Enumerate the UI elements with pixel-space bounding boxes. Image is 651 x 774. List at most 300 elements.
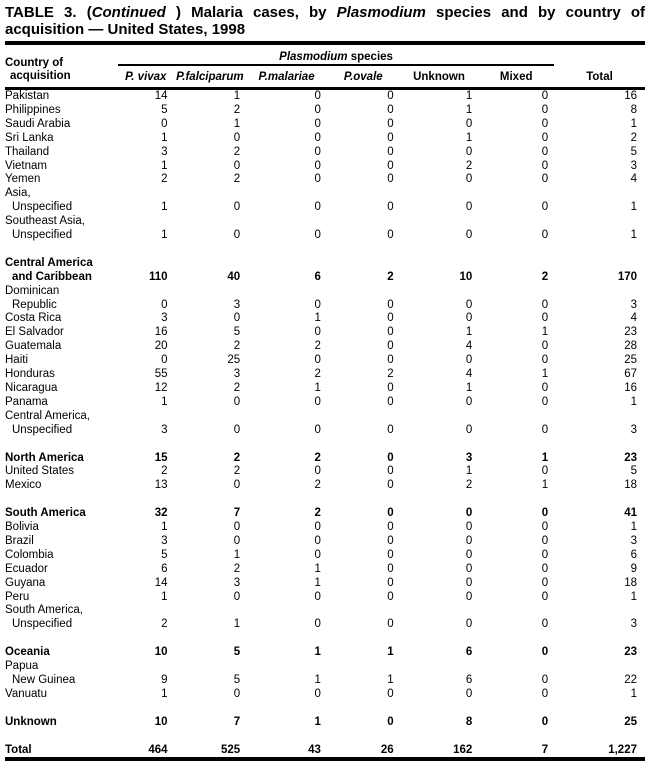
cell-value: 0 [541,312,549,325]
cell-value: 13 [154,479,168,492]
cell-value: 0 [465,590,473,603]
cell-value [174,660,247,674]
cell-value: 3 [630,618,637,631]
cell-value: 23 [624,326,637,339]
cell-value: 0 [387,90,394,102]
cell-value [327,257,400,271]
cell-value: 2 [161,465,168,478]
cell-value: 1 [161,687,168,700]
row-label: Honduras [5,368,55,381]
cell-value: 10 [154,715,168,728]
cell-value [246,604,327,618]
cell-value: 0 [387,326,394,339]
cell-value: 1 [161,201,168,214]
cell-value: 0 [387,117,394,130]
cell-value: 0 [387,312,394,325]
table-row [5,716,645,730]
cell-value: 1,227 [554,744,645,760]
cell-value: 10 [459,270,473,283]
cell-value: 5 [233,646,241,659]
cell-value: 1 [314,312,321,325]
row-label: Thailand [5,145,50,158]
cell-value: 25 [227,354,241,367]
cell-value: 0 [314,395,321,408]
cell-value: 0 [541,521,549,534]
cell-value: 2 [233,451,241,464]
row-label: Nicaragua [5,382,58,395]
cell-value [246,257,327,271]
cell-value: 0 [387,145,394,158]
cell-value [118,410,174,424]
cell-value: 0 [387,715,394,728]
cell-value: 2 [465,479,473,492]
cell-value: 0 [465,562,473,575]
row-label: North America [5,451,84,464]
table-row [5,396,645,410]
cell-value: 2 [387,270,394,283]
cell-value: 3 [161,423,168,436]
table-row [5,604,645,618]
cell-value: 16 [154,326,168,339]
group-header-segment: Plasmodium [279,51,348,63]
cell-value: 1 [541,326,549,339]
cell-value: 4 [630,312,637,325]
table-row [5,744,645,760]
table-row [5,229,645,243]
row-label: Total [5,744,118,760]
cell-value [400,660,479,674]
cell-value: 25 [624,354,637,367]
cell-value: 9 [161,674,168,686]
column-header: P.ovale [327,65,400,89]
row-label: Peru [5,590,30,603]
cell-value: 0 [233,312,241,325]
cell-value: 3 [630,298,637,311]
cell-value: 0 [387,576,394,589]
cell-value: 2 [314,451,321,464]
table-row [5,563,645,577]
cell-value: 0 [387,548,394,561]
stub-header [5,45,118,89]
row-label: Costa Rica [5,312,62,325]
cell-value [400,410,479,424]
cell-value: 2 [233,340,241,353]
row-label: Unspecified [12,618,73,631]
table-title-line2: acquisition — United States, 1998 [5,21,246,38]
table-row [5,201,645,215]
cell-value: 0 [387,173,394,186]
cell-value: 1 [314,646,321,659]
cell-value: 14 [154,90,168,102]
table-row [5,118,645,132]
cell-value: 2 [233,173,241,186]
cell-value: 0 [233,687,241,700]
cell-value: 1 [465,326,473,339]
cell-value: 5 [233,674,241,686]
cell-value: 0 [314,590,321,603]
cell-value: 0 [387,465,394,478]
cell-value: 0 [465,395,473,408]
cell-value: 1 [161,395,168,408]
spacer-cell [5,730,645,744]
cell-value: 0 [314,521,321,534]
cell-value: 1 [465,103,473,116]
cell-value: 0 [387,507,394,520]
table-row [5,507,645,521]
table-row [5,187,645,201]
spacer-cell [5,243,645,257]
cell-value: 1 [314,382,321,395]
cell-value: 16 [624,382,637,395]
spacer-cell [5,632,645,646]
cell-value: 0 [387,201,394,214]
cell-value: 2 [233,382,241,395]
cell-value: 1 [314,715,321,728]
cell-value: 0 [233,395,241,408]
cell-value: 0 [465,354,473,367]
cell-value: 0 [541,507,549,520]
cell-value: 0 [314,326,321,339]
table-row [5,452,645,466]
cell-value: 0 [465,576,473,589]
row-label: Bolivia [5,521,39,534]
cell-value: 0 [465,201,473,214]
table-row [5,215,645,229]
cell-value: 0 [541,90,549,102]
cell-value [118,604,174,618]
cell-value: 2 [314,479,321,492]
cell-value [246,187,327,201]
cell-value: 0 [387,562,394,575]
cell-value: 0 [314,131,321,144]
cell-value: 1 [630,229,637,242]
row-label: Mexico [5,479,42,492]
column-header: P. vivax [118,65,174,89]
cell-value: 0 [387,590,394,603]
cell-value [478,660,554,674]
table-row [5,646,645,660]
cell-value: 0 [314,117,321,130]
row-label: Vanuatu [5,687,47,700]
cell-value [478,257,554,271]
cell-value: 0 [541,354,549,367]
cell-value: 1 [541,451,549,464]
table-row [5,660,645,674]
table-row [5,410,645,424]
table-row [5,577,645,591]
title-segment: Plasmodium [336,4,426,21]
cell-value: 0 [387,298,394,311]
cell-value: 2 [161,173,168,186]
cell-value: 0 [541,674,549,686]
cell-value: 0 [465,687,473,700]
table-row [5,424,645,438]
column-header: Mixed [478,65,554,89]
spacer-cell [5,493,645,507]
column-header: P.falciparum [174,65,247,89]
table-row [5,618,645,632]
table-row [5,479,645,493]
cell-value: 23 [624,451,637,464]
cell-value: 3 [630,423,637,436]
cell-value: 1 [233,117,241,130]
cell-value: 2 [233,562,241,575]
cell-value: 7 [233,507,241,520]
cell-value: 0 [541,534,549,547]
table-row [5,257,645,271]
table-row [5,285,645,299]
cell-value: 0 [541,395,549,408]
cell-value: 0 [541,201,549,214]
cell-value: 525 [174,744,247,760]
cell-value: 2 [233,103,241,116]
cell-value: 0 [387,451,394,464]
cell-value: 0 [387,103,394,116]
cell-value: 12 [154,382,168,395]
cell-value: 0 [387,479,394,492]
cell-value: 40 [227,270,241,283]
row-label: Pakistan [5,90,50,102]
total-spacer [554,45,645,65]
cell-value: 7 [233,715,241,728]
cell-value: 0 [465,173,473,186]
plasmodium-species-spanner [118,45,554,65]
cell-value: 6 [161,562,168,575]
cell-value: 1 [465,465,473,478]
cell-value [554,604,645,618]
cell-value: 43 [246,744,327,760]
cell-value: 32 [154,507,168,520]
cell-value: 1 [161,590,168,603]
cell-value: 0 [541,687,549,700]
cell-value [478,215,554,229]
row-label: Dominican [5,284,60,297]
cell-value: 0 [465,548,473,561]
cell-value [246,410,327,424]
cell-value: 0 [541,590,549,603]
table-row [5,591,645,605]
cell-value: 0 [387,395,394,408]
table-row [5,521,645,535]
cell-value: 0 [465,423,473,436]
cell-value: 28 [624,340,637,353]
cell-value [246,215,327,229]
cell-value: 0 [541,715,549,728]
row-label: Oceania [5,646,50,659]
spacer-cell [5,702,645,716]
table-row [5,382,645,396]
cell-value: 0 [314,354,321,367]
table-row [5,688,645,702]
cell-value: 1 [161,521,168,534]
cell-value: 3 [161,145,168,158]
cell-value: 0 [387,382,394,395]
cell-value: 0 [387,687,394,700]
cell-value: 2 [233,145,241,158]
cell-value: 0 [314,423,321,436]
cell-value: 22 [624,674,637,686]
cell-value: 0 [541,548,549,561]
cell-value: 1 [630,201,637,214]
row-label: Guatemala [5,340,62,353]
cell-value [118,215,174,229]
cell-value [118,257,174,271]
cell-value: 0 [387,131,394,144]
cell-value: 1 [465,382,473,395]
cell-value: 0 [233,534,241,547]
cell-value: 1 [314,576,321,589]
cell-value: 1 [314,562,321,575]
cell-value [554,660,645,674]
cell-value: 0 [233,131,241,144]
cell-value [554,215,645,229]
stub-header-line1: Country of [5,57,64,69]
cell-value: 5 [630,145,637,158]
table-title [5,4,645,38]
cell-value: 1 [630,521,637,534]
row-label: Unknown [5,715,57,728]
row-label: Southeast Asia, [5,215,85,228]
row-label: Asia, [5,187,31,200]
cell-value [327,410,400,424]
cell-value: 1 [161,131,168,144]
cell-value [174,187,247,201]
cell-value: 18 [624,479,637,492]
row-label: Yemen [5,173,41,186]
table-row [5,340,645,354]
cell-value: 6 [630,548,637,561]
cell-value: 2 [161,618,168,631]
cell-value: 2 [541,270,549,283]
row-label: Republic [12,298,57,311]
cell-value [400,187,479,201]
cell-value [174,410,247,424]
cell-value [174,285,247,299]
spacer-cell [5,438,645,452]
table-row [5,549,645,563]
cell-value: 1 [465,90,473,102]
cell-value: 0 [314,687,321,700]
table-row [5,465,645,479]
cell-value: 15 [154,451,168,464]
row-label: Unspecified [12,201,73,214]
cell-value: 41 [624,507,637,520]
table-row [5,146,645,160]
malaria-cases-table [5,45,645,761]
row-label: South America [5,507,86,520]
cell-value: 1 [630,687,637,700]
cell-value: 0 [541,229,549,242]
cell-value: 2 [630,131,637,144]
cell-value: 0 [541,576,549,589]
cell-value: 5 [233,326,241,339]
table-row [5,368,645,382]
cell-value [174,215,247,229]
spacer-row [5,243,645,257]
cell-value: 2 [314,368,321,381]
row-label: Guyana [5,576,46,589]
cell-value [400,257,479,271]
cell-value: 0 [161,117,168,130]
cell-value: 0 [233,229,241,242]
table-row [5,535,645,549]
cell-value: 0 [314,201,321,214]
column-header: Unknown [400,65,479,89]
cell-value: 3 [233,576,241,589]
title-segment: ) Malaria cases, by [165,4,337,21]
cell-value: 8 [465,715,473,728]
cell-value: 3 [465,451,473,464]
table-title-line1 [5,4,645,21]
cell-value: 0 [314,90,321,102]
row-label: Saudi Arabia [5,117,71,130]
cell-value [246,285,327,299]
cell-value: 0 [541,562,549,575]
cell-value [327,187,400,201]
cell-value: 0 [387,229,394,242]
cell-value: 0 [465,312,473,325]
cell-value: 0 [541,340,549,353]
cell-value: 6 [465,674,473,686]
cell-value: 9 [630,562,637,575]
cell-value: 0 [314,229,321,242]
table-row [5,173,645,187]
table-row [5,326,645,340]
cell-value [174,257,247,271]
cell-value: 0 [161,354,168,367]
group-header-segment: species [347,51,393,63]
cell-value: 0 [233,423,241,436]
cell-value [246,660,327,674]
cell-value: 170 [617,270,637,283]
column-header: Total [554,65,645,89]
cell-value: 162 [400,744,479,760]
cell-value: 0 [233,521,241,534]
cell-value: 0 [541,423,549,436]
cell-value: 18 [624,576,637,589]
cell-value: 1 [161,229,168,242]
table-row [5,354,645,368]
cell-value: 4 [465,368,473,381]
column-header: P.malariae [246,65,327,89]
cell-value: 0 [541,145,549,158]
row-label: Brazil [5,534,34,547]
cell-value: 0 [387,340,394,353]
cell-value: 1 [630,590,637,603]
cell-value: 0 [233,201,241,214]
spacer-row [5,438,645,452]
row-label: Unspecified [12,423,73,436]
cell-value: 0 [541,618,549,631]
row-label: Ecuador [5,562,48,575]
cell-value: 8 [630,103,637,116]
row-label: United States [5,465,75,478]
cell-value: 0 [465,521,473,534]
cell-value [174,604,247,618]
cell-value: 0 [387,159,394,172]
cell-value: 1 [233,618,241,631]
row-label: Papua [5,660,39,673]
cell-value: 1 [233,90,241,102]
cell-value [478,410,554,424]
cell-value [118,660,174,674]
cell-value: 3 [630,534,637,547]
cell-value [327,604,400,618]
cell-value: 0 [541,117,549,130]
cell-value: 55 [154,368,168,381]
cell-value [400,285,479,299]
row-label: Unspecified [12,229,73,242]
